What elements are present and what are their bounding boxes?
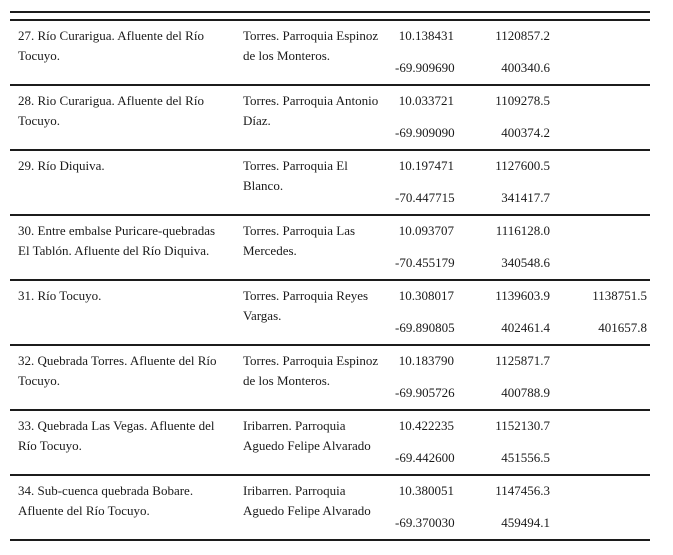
- table-row: [10, 84, 650, 149]
- table-row: [10, 214, 650, 279]
- latitude-value: 10.308017: [398, 288, 454, 303]
- utm-coordinates-alt-cell: [553, 346, 650, 409]
- utm-coordinates-cell: [457, 281, 553, 344]
- utm-north-value: 1109278.5: [495, 93, 550, 108]
- longitude-value: -69.370030: [395, 515, 455, 530]
- basin-cell: 32. Quebrada Torres. Afluente del Río Tocuyo.: [18, 353, 217, 388]
- location-cell: Torres. Parroquia Espinoz de los Monteros.: [243, 353, 379, 388]
- utm-east-value: 340548.6: [501, 255, 550, 270]
- utm-north-value: 1139603.9: [495, 288, 550, 303]
- location-cell: Torres. Parroquia Espinoz de los Monteros.: [243, 28, 379, 63]
- utm-north-value: 1152130.7: [495, 418, 550, 433]
- table-row: [10, 279, 650, 344]
- latitude-value: 10.422235: [398, 418, 454, 433]
- utm-north-value: 1120857.2: [495, 28, 550, 43]
- utm-east-value: 402461.4: [501, 320, 550, 335]
- geo-coordinates-cell: [395, 21, 457, 84]
- latitude-value: 10.033721: [398, 93, 454, 108]
- utm-east-value: 459494.1: [501, 515, 550, 530]
- geo-coordinates-cell: [395, 476, 457, 539]
- utm-north-alt-value: 1138751.5: [592, 288, 647, 303]
- utm-east-value: 341417.7: [501, 190, 550, 205]
- utm-coordinates-alt-cell: [553, 21, 650, 84]
- geo-coordinates-cell: [395, 86, 457, 149]
- location-cell: Torres. Parroquia El Blanco.: [243, 158, 348, 193]
- utm-coordinates-cell: [457, 86, 553, 149]
- utm-coordinates-alt-cell: [553, 411, 650, 474]
- coordinates-table: [10, 19, 650, 541]
- utm-coordinates-alt-cell: [553, 216, 650, 279]
- basin-cell: 30. Entre embalse Puricare-quebradas El Tablón. Afluente del Río Diquiva.: [18, 223, 216, 258]
- location-cell: Torres. Parroquia Reyes Vargas.: [243, 288, 369, 323]
- location-cell: Torres. Parroquia Antonio Díaz.: [243, 93, 379, 128]
- basin-cell: 27. Río Curarigua. Afluente del Río Tocuyo.: [18, 28, 204, 63]
- utm-north-value: 1116128.0: [495, 223, 550, 238]
- geo-coordinates-cell: [395, 151, 457, 214]
- basin-cell: 28. Rio Curarigua. Afluente del Río Tocuyo.: [18, 93, 204, 128]
- utm-coordinates-cell: [457, 411, 553, 474]
- longitude-value: -69.909090: [395, 125, 455, 140]
- longitude-value: -69.442600: [395, 450, 455, 465]
- utm-east-alt-value: 401657.8: [598, 320, 647, 335]
- latitude-value: 10.197471: [398, 158, 454, 173]
- latitude-value: 10.380051: [398, 483, 454, 498]
- longitude-value: -70.447715: [395, 190, 455, 205]
- utm-north-value: 1147456.3: [495, 483, 550, 498]
- utm-coordinates-cell: [457, 151, 553, 214]
- geo-coordinates-cell: [395, 346, 457, 409]
- utm-north-value: 1127600.5: [495, 158, 550, 173]
- utm-coordinates-alt-cell: [553, 151, 650, 214]
- utm-coordinates-alt-cell: [553, 476, 650, 539]
- geo-coordinates-cell: [395, 281, 457, 344]
- utm-east-value: 451556.5: [501, 450, 550, 465]
- longitude-value: -69.890805: [395, 320, 455, 335]
- utm-east-value: 400788.9: [501, 385, 550, 400]
- location-cell: Iribarren. Parroquia Aguedo Felipe Alvarado: [243, 418, 371, 453]
- utm-coordinates-alt-cell: [553, 86, 650, 149]
- basin-cell: 34. Sub-cuenca quebrada Bobare. Afluente del Río Tocuyo.: [18, 483, 194, 518]
- document-page: [10, 11, 650, 541]
- utm-coordinates-cell: [457, 21, 553, 84]
- utm-east-value: 400340.6: [501, 60, 550, 75]
- basin-cell: 29. Río Diquiva.: [18, 158, 105, 173]
- longitude-value: -69.909690: [395, 60, 455, 75]
- location-cell: Iribarren. Parroquia Aguedo Felipe Alvarado: [243, 483, 371, 518]
- basin-cell: 33. Quebrada Las Vegas. Afluente del Río Tocuyo.: [18, 418, 215, 453]
- longitude-value: -69.905726: [395, 385, 455, 400]
- latitude-value: 10.093707: [398, 223, 454, 238]
- utm-coordinates-cell: [457, 346, 553, 409]
- table-row: [10, 474, 650, 539]
- table-row: [10, 19, 650, 84]
- longitude-value: -70.455179: [395, 255, 455, 270]
- location-cell: Torres. Parroquia Las Mercedes.: [243, 223, 356, 258]
- utm-east-value: 400374.2: [501, 125, 550, 140]
- utm-coordinates-cell: [457, 216, 553, 279]
- basin-cell: 31. Río Tocuyo.: [18, 288, 102, 303]
- utm-coordinates-alt-cell: [553, 281, 650, 344]
- utm-north-value: 1125871.7: [495, 353, 550, 368]
- geo-coordinates-cell: [395, 411, 457, 474]
- table-row: [10, 409, 650, 474]
- table-top-rule: [10, 11, 650, 13]
- table-row: [10, 149, 650, 214]
- geo-coordinates-cell: [395, 216, 457, 279]
- utm-coordinates-cell: [457, 476, 553, 539]
- table-row: [10, 344, 650, 409]
- latitude-value: 10.138431: [398, 28, 454, 43]
- latitude-value: 10.183790: [398, 353, 454, 368]
